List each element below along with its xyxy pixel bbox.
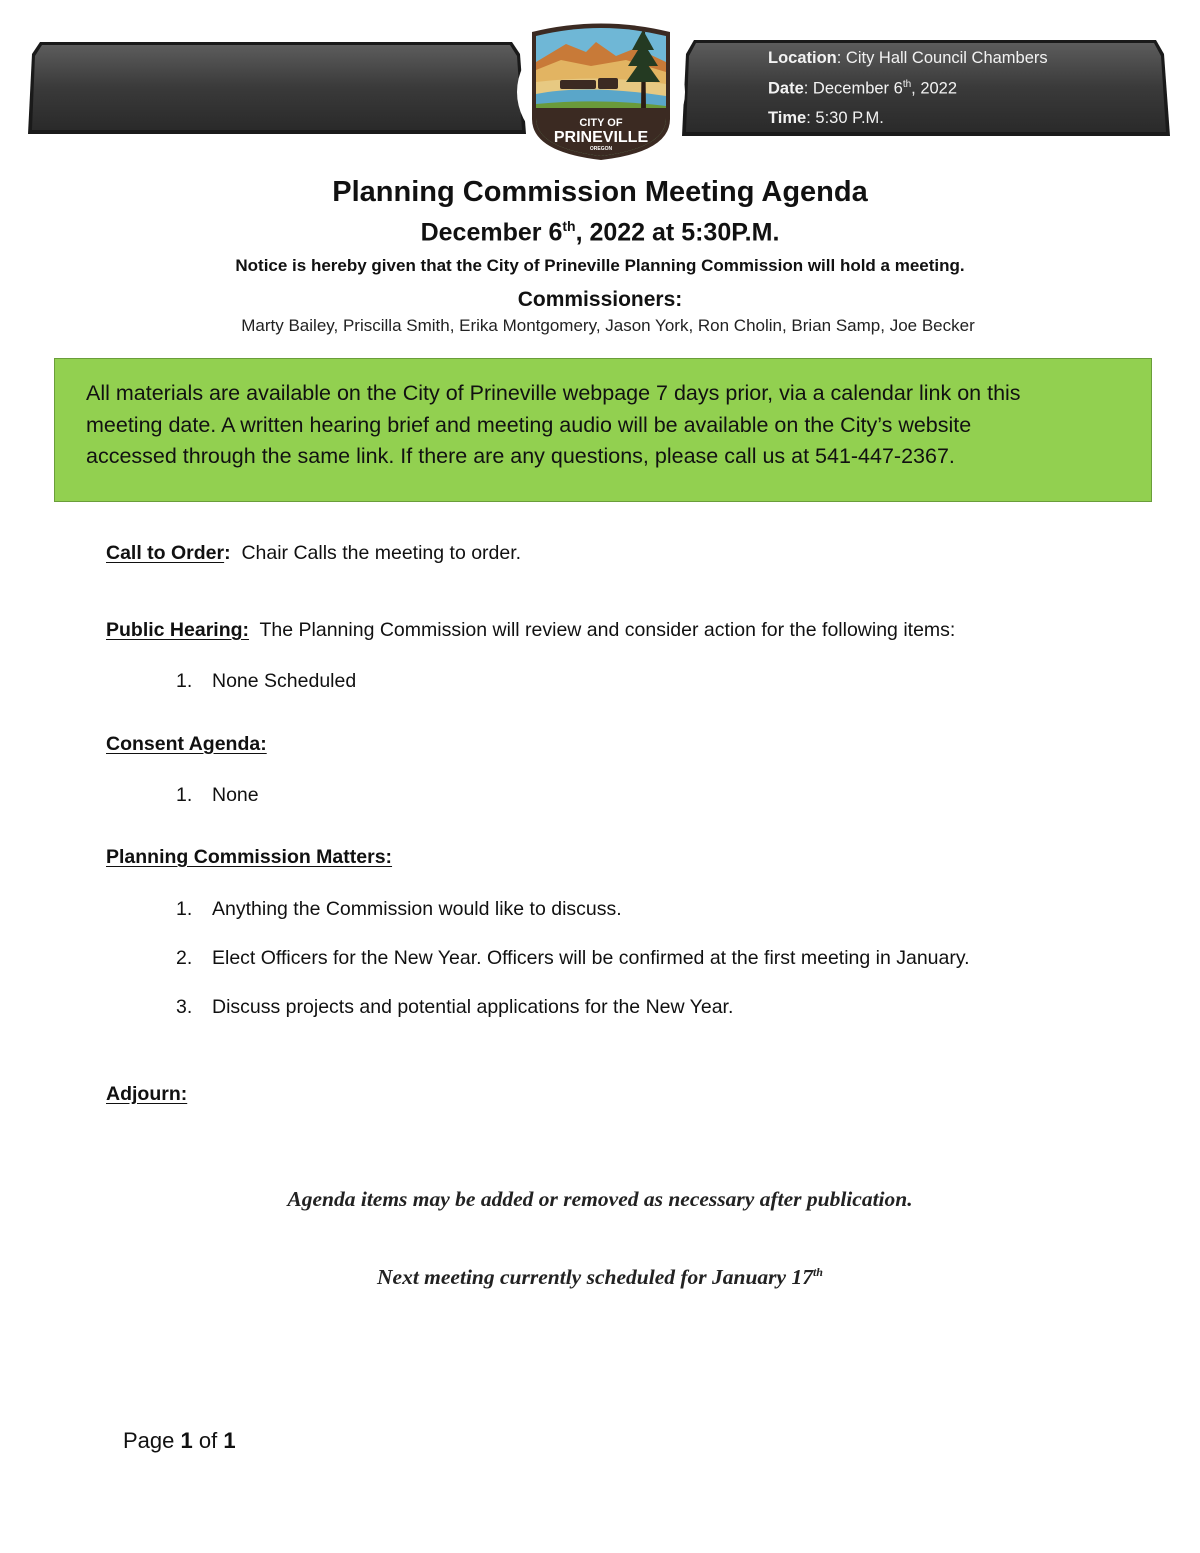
meeting-time: Time: 5:30 P.M. bbox=[768, 109, 884, 127]
next-meeting-note: Next meeting currently scheduled for January 17th bbox=[377, 1265, 823, 1290]
list-item: 1. Anything the Commission would like to discuss. bbox=[176, 898, 622, 920]
meeting-date: Date: December 6th, 2022 bbox=[768, 79, 958, 98]
info-text: All materials are available on the City of Prineville webpage 7 days prior, via a calendar link on this meeting date. A written hearing brief and meeting audio will be available on the City’s website accessed through the same link. If there are any questions, please call us at 541-447-2367. bbox=[86, 381, 1021, 468]
commissioners-label: Commissioners: bbox=[517, 288, 683, 311]
list-item: 1. None Scheduled bbox=[176, 670, 357, 692]
page-title: Planning Commission Meeting Agenda bbox=[332, 176, 868, 208]
list-item: 3. Discuss projects and potential applications for the New Year. bbox=[176, 996, 734, 1018]
call-to-order: Call to Order: Chair Calls the meeting to order. bbox=[106, 542, 522, 564]
header-banner-left bbox=[26, 38, 528, 138]
logo-line3: OREGON bbox=[589, 146, 613, 152]
page-subtitle: December 6th, 2022 at 5:30P.M. bbox=[420, 218, 780, 247]
agenda-note: Agenda items may be added or removed as necessary after publication. bbox=[287, 1187, 913, 1211]
list-item: 2. Elect Officers for the New Year. Officers will be confirmed at the first meeting in January. bbox=[176, 947, 970, 969]
meeting-location: Location: City Hall Council Chambers bbox=[768, 49, 1048, 67]
logo-line1: CITY OF bbox=[579, 117, 623, 129]
city-seal-icon bbox=[516, 22, 686, 162]
info-box bbox=[54, 358, 1152, 502]
adjourn: Adjourn: bbox=[106, 1083, 188, 1105]
list-item: 1. None bbox=[176, 784, 259, 806]
commission-matters: Planning Commission Matters: bbox=[106, 846, 393, 868]
logo-line2: PRINEVILLE bbox=[553, 129, 649, 146]
header-banner-right bbox=[680, 38, 1172, 138]
public-hearing: Public Hearing: The Planning Commission will review and consider action for the following items: bbox=[106, 619, 956, 641]
commissioners-list: Marty Bailey, Priscilla Smith, Erika Montgomery, Jason York, Ron Cholin, Brian Samp, Joe Becker bbox=[241, 316, 975, 335]
consent-agenda: Consent Agenda: bbox=[106, 733, 267, 755]
meeting-notice: Notice is hereby given that the City of Prineville Planning Commission will hold a meeting. bbox=[235, 256, 965, 275]
page-number: Page 1 of 1 bbox=[123, 1428, 236, 1453]
